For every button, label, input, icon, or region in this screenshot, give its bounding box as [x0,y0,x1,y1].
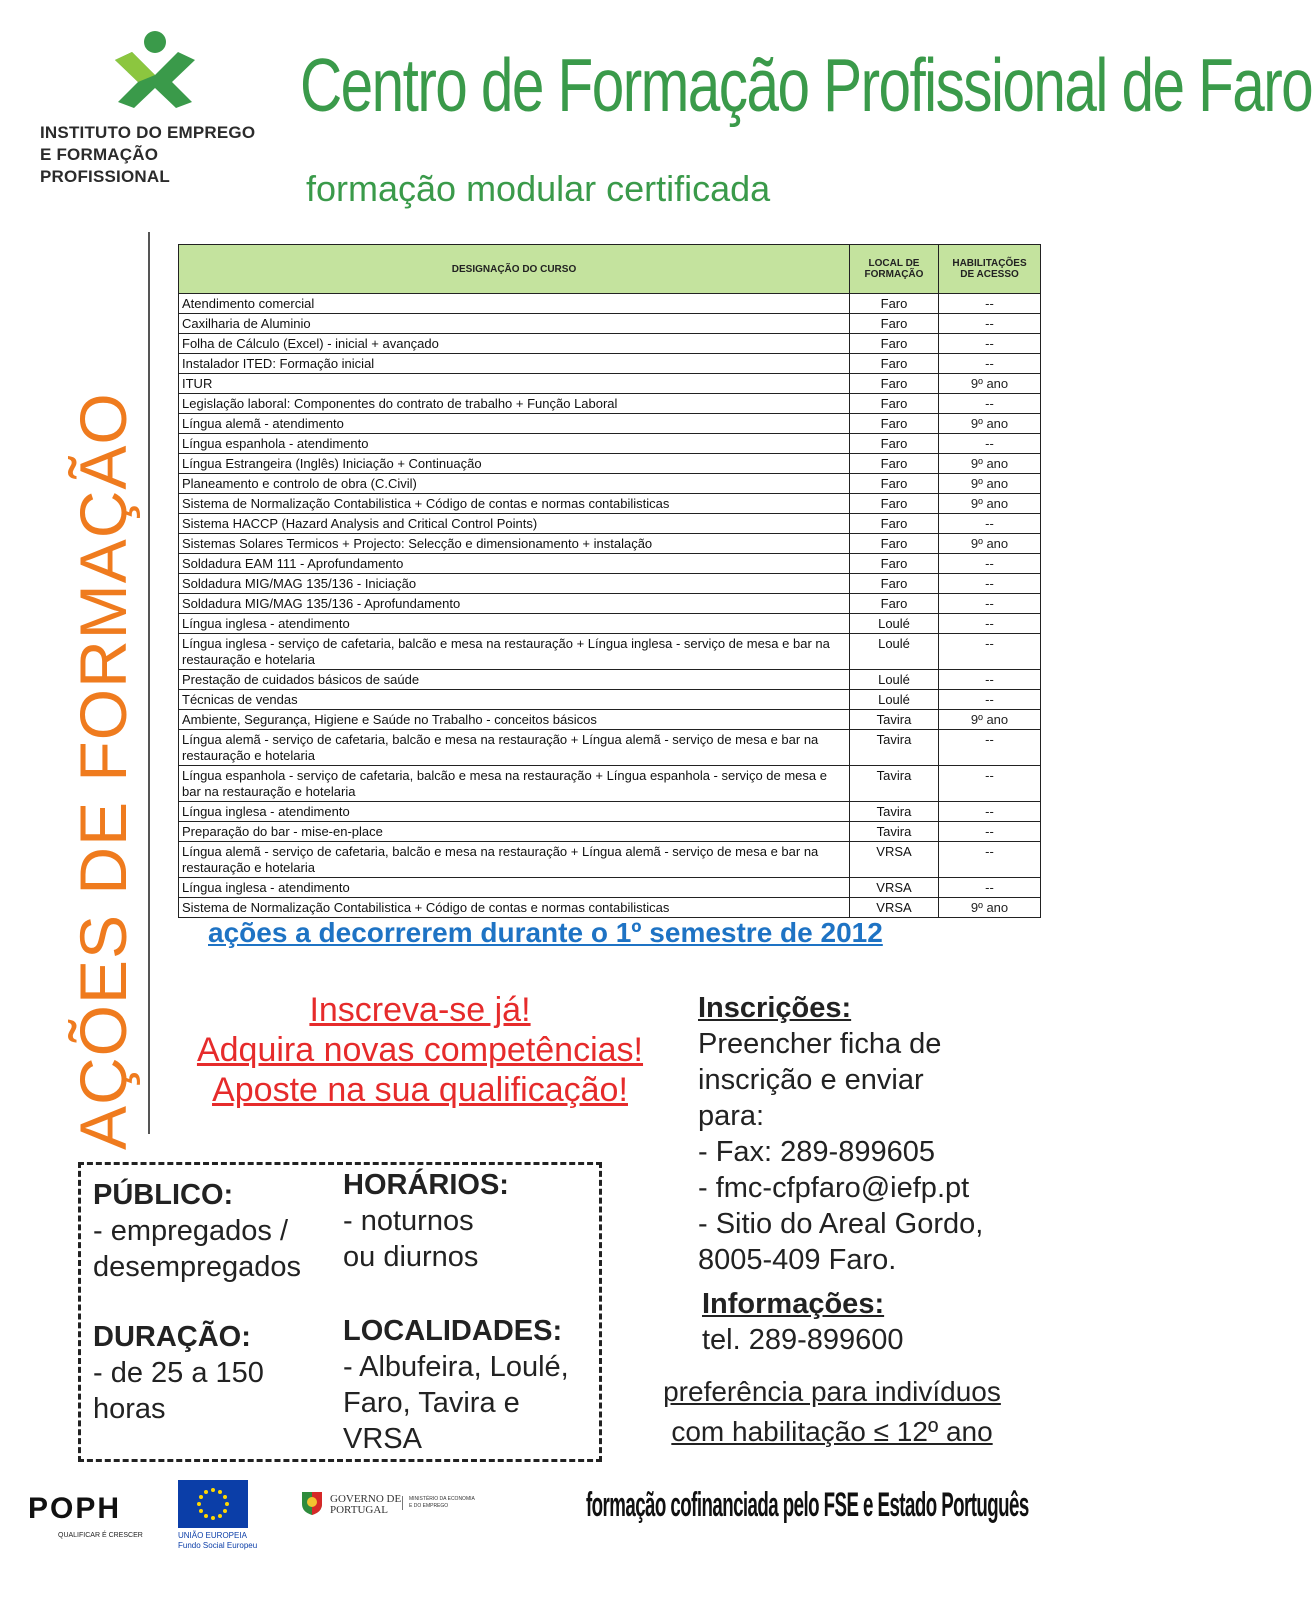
access-cell: -- [939,394,1041,414]
cta-line2: Adquira novas competências! [196,1031,644,1069]
location-cell: Faro [850,354,939,374]
government-name [330,1494,401,1516]
course-name-cell: Língua alemã - serviço de cafetaria, balcão e mesa na restauração + Língua alemã - serviço de mesa e bar na restauração e hotelaria [179,842,850,878]
course-name-cell: Caxilharia de Aluminio [179,314,850,334]
location-cell: Faro [850,594,939,614]
table-row [179,514,1041,534]
course-name-cell: Técnicas de vendas [179,690,850,710]
location-cell: VRSA [850,898,939,918]
course-name-cell: Língua inglesa - atendimento [179,614,850,634]
col-header-access [939,245,1041,294]
access-cell: -- [939,670,1041,690]
registration-address1: - Sitio do Areal Gordo, [698,1208,984,1240]
access-cell: 9º ano [939,898,1041,918]
table-row [179,634,1041,670]
contact-info [702,1286,904,1358]
course-name-cell: Folha de Cálculo (Excel) - inicial + avançado [179,334,850,354]
schedule-line2: ou diurnos [343,1241,479,1273]
eu-stars-icon [178,1480,248,1528]
course-name-cell: Sistema de Normalização Contabilistica + Código de contas e normas contabilisticas [179,494,850,514]
table-row [179,730,1041,766]
table-row [179,434,1041,454]
table-row [179,802,1041,822]
col-header-location-l2: FORMAÇÃO [864,269,924,280]
page-title: Centro de Formação Profissional de Faro [300,43,1312,127]
access-cell: -- [939,878,1041,898]
course-name-cell: Atendimento comercial [179,294,850,314]
call-to-action [150,990,690,1110]
course-name-cell: Sistemas Solares Termicos + Projecto: Selecção e dimensionamento + instalação [179,534,850,554]
course-name-cell: Língua espanhola - serviço de cafetaria, balcão e mesa na restauração + Língua espanhola - serviço de mesa e bar na restauração e hotelaria [179,766,850,802]
table-row [179,294,1041,314]
location-cell: Faro [850,554,939,574]
access-cell: -- [939,634,1041,670]
location-cell: Faro [850,294,939,314]
cta-line1: Inscreva-se já! [309,991,531,1029]
registration-line2: inscrição e enviar [698,1064,924,1096]
table-row [179,842,1041,878]
access-cell: 9º ano [939,454,1041,474]
access-cell: -- [939,314,1041,334]
access-cell: -- [939,730,1041,766]
registration-line1: Preencher ficha de [698,1028,942,1060]
access-cell: 9º ano [939,534,1041,554]
duration-heading: DURAÇÃO: [93,1321,251,1353]
col-header-course: DESIGNAÇÃO DO CURSO [179,245,850,294]
page-subtitle: formação modular certificada [306,168,771,209]
location-cell: Loulé [850,690,939,710]
locations-heading: LOCALIDADES: [343,1315,563,1347]
access-cell: -- [939,354,1041,374]
location-cell: Tavira [850,766,939,802]
poph-logo: POPH [28,1492,122,1525]
access-cell: -- [939,554,1041,574]
contact-phone: tel. 289-899600 [702,1324,904,1356]
table-row [179,574,1041,594]
audience-line2: desempregados [93,1251,301,1283]
table-row [179,314,1041,334]
location-cell: Faro [850,494,939,514]
access-cell: -- [939,822,1041,842]
eu-label [178,1531,257,1551]
courses-table-body [179,294,1041,918]
government-name-line1: GOVERNO DE [330,1493,402,1505]
table-row [179,898,1041,918]
table-row [179,374,1041,394]
location-cell: Tavira [850,822,939,842]
course-name-cell: Prestação de cuidados básicos de saúde [179,670,850,690]
preference-line1: preferência para indivíduos [663,1376,1001,1407]
poph-tagline: QUALIFICAR É CRESCER [58,1532,143,1539]
preference-line2: com habilitação ≤ 12º ano [671,1416,993,1447]
locations-line1: - Albufeira, Loulé, [343,1351,569,1383]
registration-email: - fmc-cfpfaro@iefp.pt [698,1172,970,1204]
course-name-cell: Língua espanhola - atendimento [179,434,850,454]
registration-heading: Inscrições: [698,992,852,1024]
table-row [179,554,1041,574]
table-row [179,494,1041,514]
access-cell: -- [939,294,1041,314]
government-name-line2: PORTUGAL [330,1504,389,1516]
portugal-shield-icon [300,1490,324,1516]
location-cell: Tavira [850,730,939,766]
table-row [179,614,1041,634]
contact-heading: Informações: [702,1288,885,1320]
table-row [179,454,1041,474]
org-name-line2: E FORMAÇÃO PROFISSIONAL [40,145,170,186]
table-row [179,822,1041,842]
side-title: AÇÕES DE FORMAÇÃO [66,392,140,1150]
location-cell: Tavira [850,802,939,822]
course-name-cell: Língua inglesa - serviço de cafetaria, balcão e mesa na restauração + Língua inglesa - serviço de mesa e bar na restauração e hotelaria [179,634,850,670]
period-notice: ações a decorrerem durante o 1º semestre de 2012 [208,917,883,948]
cofinancing-note: formação cofinanciada pelo FSE e Estado Português [586,1486,1029,1524]
course-name-cell: Língua alemã - serviço de cafetaria, balcão e mesa na restauração + Língua alemã - serviço de mesa e bar na restauração e hotelaria [179,730,850,766]
access-cell: -- [939,802,1041,822]
registration-info [698,990,1038,1278]
access-cell: 9º ano [939,374,1041,394]
schedule-line1: - noturnos [343,1205,474,1237]
access-cell: 9º ano [939,474,1041,494]
col-header-location-l1: LOCAL DE [868,258,920,269]
iefp-logo [40,30,280,188]
location-cell: Faro [850,434,939,454]
location-cell: Faro [850,394,939,414]
course-name-cell: Língua inglesa - atendimento [179,878,850,898]
government-logo [300,1490,480,1520]
table-row [179,474,1041,494]
audience-heading: PÚBLICO: [93,1179,234,1211]
table-row [179,710,1041,730]
table-row [179,878,1041,898]
duration-line2: horas [93,1393,166,1425]
access-cell: -- [939,434,1041,454]
duration-line1: - de 25 a 150 [93,1357,264,1389]
course-name-cell: Língua alemã - atendimento [179,414,850,434]
ministry-name-line1: MINISTÉRIO DA ECONOMIA [409,1496,475,1502]
location-cell: Loulé [850,614,939,634]
location-cell: VRSA [850,842,939,878]
location-cell: Faro [850,474,939,494]
table-row [179,394,1041,414]
table-row [179,690,1041,710]
access-cell: -- [939,514,1041,534]
course-name-cell: Legislação laboral: Componentes do contrato de trabalho + Função Laboral [179,394,850,414]
table-row [179,594,1041,614]
location-cell: Loulé [850,670,939,690]
footer [0,1470,1052,1600]
course-name-cell: Planeamento e controlo de obra (C.Civil) [179,474,850,494]
locations-line3: VRSA [343,1423,422,1455]
table-row [179,354,1041,374]
location-cell: Loulé [850,634,939,670]
eu-flag-icon [178,1480,248,1528]
col-header-access-l1: HABILITAÇÕES [952,258,1027,269]
location-cell: VRSA [850,878,939,898]
course-name-cell: Soldadura MIG/MAG 135/136 - Iniciação [179,574,850,594]
course-name-cell: Instalador ITED: Formação inicial [179,354,850,374]
course-name-cell: Soldadura MIG/MAG 135/136 - Aprofundamento [179,594,850,614]
audience-block [93,1177,301,1285]
access-cell: -- [939,690,1041,710]
course-name-cell: Sistema HACCP (Hazard Analysis and Critical Control Points) [179,514,850,534]
access-cell: -- [939,842,1041,878]
table-row [179,414,1041,434]
course-name-cell: Preparação do bar - mise-en-place [179,822,850,842]
duration-block [93,1319,264,1427]
eu-label-line1: UNIÃO EUROPEIA [178,1531,247,1540]
col-header-location [850,245,939,294]
table-header-row [179,245,1041,294]
course-name-cell: Sistema de Normalização Contabilistica + Código de contas e normas contabilisticas [179,898,850,918]
location-cell: Faro [850,514,939,534]
ministry-name-line2: E DO EMPREGO [409,1503,449,1509]
course-name-cell: ITUR [179,374,850,394]
access-cell: -- [939,334,1041,354]
courses-table [178,244,1041,918]
location-cell: Faro [850,414,939,434]
table-row [179,670,1041,690]
access-cell: -- [939,594,1041,614]
location-cell: Tavira [850,710,939,730]
ministry-name [402,1496,475,1510]
registration-fax: - Fax: 289-899605 [698,1136,935,1168]
cta-line3: Aposte na sua qualificação! [212,1071,628,1109]
locations-line2: Faro, Tavira e [343,1387,520,1419]
table-row [179,334,1041,354]
details-box [78,1162,602,1462]
audience-line1: - empregados / [93,1215,289,1247]
location-cell: Faro [850,534,939,554]
location-cell: Faro [850,334,939,354]
eu-label-line2: Fundo Social Europeu [178,1541,258,1550]
org-name-line1: INSTITUTO DO EMPREGO [40,123,256,142]
location-cell: Faro [850,374,939,394]
course-name-cell: Ambiente, Segurança, Higiene e Saúde no Trabalho - conceitos básicos [179,710,850,730]
access-cell: -- [939,614,1041,634]
access-cell: 9º ano [939,494,1041,514]
table-row [179,766,1041,802]
location-cell: Faro [850,574,939,594]
col-header-access-l2: DE ACESSO [960,269,1019,280]
access-cell: -- [939,766,1041,802]
access-cell: -- [939,574,1041,594]
access-cell: 9º ano [939,414,1041,434]
course-name-cell: Língua inglesa - atendimento [179,802,850,822]
schedule-heading: HORÁRIOS: [343,1169,509,1201]
table-row [179,534,1041,554]
registration-line3: para: [698,1100,765,1132]
course-name-cell: Língua Estrangeira (Inglês) Iniciação + Continuação [179,454,850,474]
schedule-block [343,1167,509,1275]
course-name-cell: Soldadura EAM 111 - Aprofundamento [179,554,850,574]
locations-block [343,1313,569,1457]
location-cell: Faro [850,454,939,474]
location-cell: Faro [850,314,939,334]
iefp-logo-icon [110,30,200,110]
preference-note [632,1372,1032,1452]
registration-address2: 8005-409 Faro. [698,1244,897,1276]
access-cell: 9º ano [939,710,1041,730]
